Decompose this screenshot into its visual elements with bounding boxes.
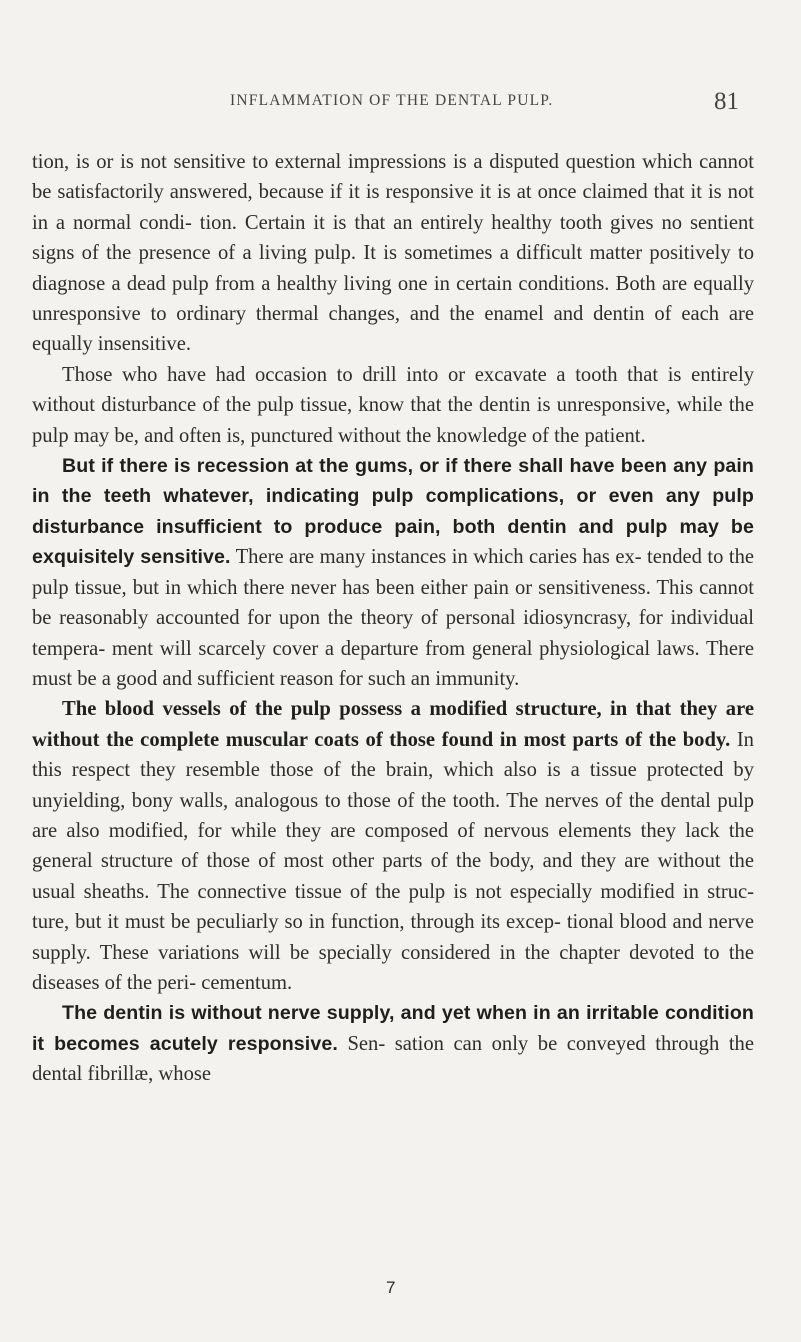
paragraph-4-emphasis: The blood vessels of the pulp possess a modified structure, in that they are without the complete muscular coats of those found in most parts of the body. bbox=[32, 698, 754, 751]
paragraph-1 bbox=[32, 147, 754, 360]
paragraph-4-text: In this respect they resemble those of the brain, which also is a tissue protected by unyielding, bony walls, analogous to those of the tooth. The nerves of the dental pulp are also modified, for while they are composed of nervous elements they lack the general structure of those of most other parts of the body, and they are without the usual sheaths. The connective tissue of the pulp is not especially modified in struc- ture, but it must be peculiarly so in function, through its excep- tional blood and nerve supply. These variations will be specially considered in the chapter devoted to the diseases of the peri- cementum. bbox=[32, 728, 754, 994]
paragraph-5-emphasis: The dentin is without nerve supply, and yet when in an irritable condition it becomes acutely responsive. bbox=[32, 1002, 754, 1055]
paragraph-5-text: Sen- sation can only be conveyed through the dental fibrillæ, whose bbox=[32, 1032, 754, 1086]
paragraph-2-text: Those who have had occasion to drill into or excavate a tooth that is entirely without disturbance of the pulp tissue, know that the dentin is unresponsive, while the pulp may be, and often is, punctured without the knowledge of the patient. bbox=[32, 363, 754, 447]
paragraph-5 bbox=[32, 998, 754, 1089]
paragraph-3-text: There are many instances in which caries has ex- tended to the pulp tissue, but in which there never has been either pain or sensitiveness. This cannot be reasonably accounted for upon the theory of personal idiosyncrasy, for individual tempera- ment will scarcely cover a departure from general physiological laws. There must be a good and sufficient reason for such an immunity. bbox=[32, 546, 755, 690]
signature-mark: 7 bbox=[386, 1278, 396, 1297]
page-number: 81 bbox=[714, 88, 739, 115]
paragraph-1-text: tion, is or is not sensitive to external impressions is a disputed question which cannot be satisfactorily answered, because if it is responsive it is at once claimed that it is not in a normal condi- tion. Certain it is that an entirely healthy tooth gives no sentient signs of the presence of a living pulp. It is sometimes a difficult matter positively to diagnose a dead pulp from a healthy living one in certain conditions. Both are equally unresponsive to ordinary thermal changes, and the enamel and dentin of each are equally insensitive. bbox=[32, 151, 754, 356]
chapter-title: INFLAMMATION OF THE DENTAL PULP. bbox=[230, 92, 554, 109]
body-text bbox=[32, 147, 754, 1090]
paragraph-2 bbox=[32, 360, 754, 451]
paragraph-4 bbox=[32, 694, 754, 998]
running-header bbox=[230, 88, 739, 120]
paragraph-3 bbox=[32, 451, 754, 694]
paragraph-3-emphasis: But if there is recession at the gums, or if there shall have been any pain in the teeth whatever, indicating pulp complications, or even any pulp disturbance insufficient to produce pain, both dentin and pulp may be exquisitely sensitive. bbox=[32, 455, 754, 569]
